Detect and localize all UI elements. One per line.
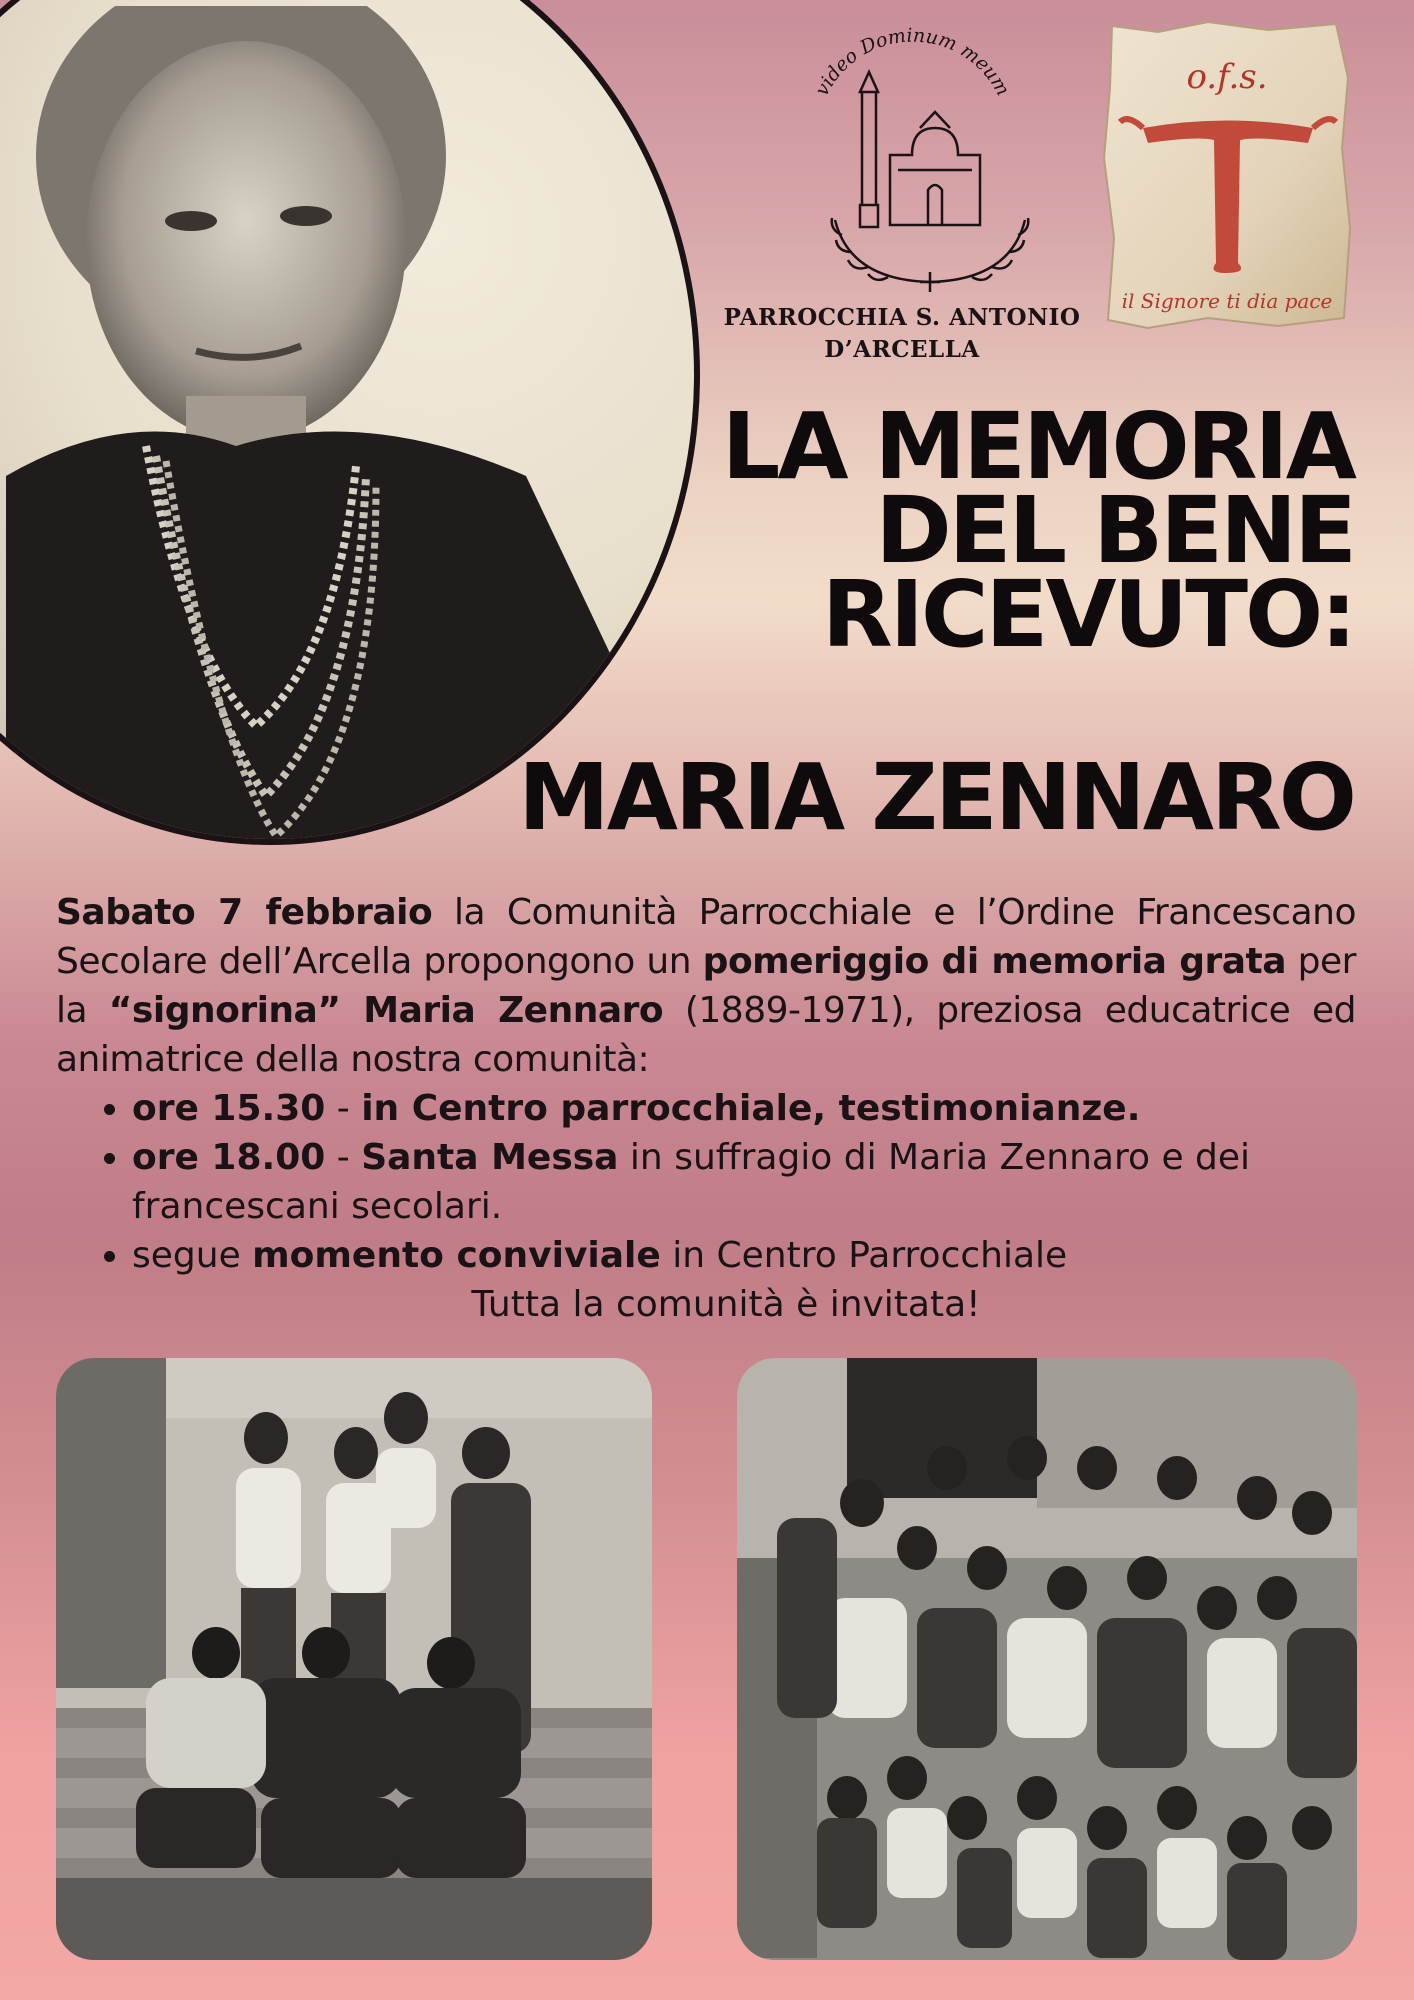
ofs-motto: il Signore ti dia pace — [1121, 289, 1333, 313]
intro-paragraph: Sabato 7 febbraio la Comunità Parrocchiale e l’Ordine Francescano Secolare dell’Arcella propongono un pomeriggio di memoria grata per la “signorina” Maria Zennaro (1889-1971), preziosa educatrice ed animatrice della nostra comunità: — [56, 892, 1356, 1080]
parish-motto: video Dominum meum — [810, 24, 1015, 100]
honoree-name: MARIA ZENNARO — [518, 744, 1354, 851]
portrait-photo — [0, 0, 700, 845]
ofs-initials: o.f.s. — [1186, 57, 1268, 97]
schedule-item: • ore 15.30 - in Centro parrocchiale, testimonianze. — [132, 1084, 1356, 1133]
group-photo-right — [737, 1358, 1357, 1960]
svg-text:video Dominum meum — [811, 24, 1014, 99]
schedule-item: • segue momento conviviale in Centro Parrocchiale — [132, 1231, 1356, 1280]
event-title: LA MEMORIA DEL BENE RICEVUTO: — [721, 393, 1354, 668]
schedule-item: • ore 18.00 - Santa Messa in suffragio di Maria Zennaro e dei francescani secolari. — [132, 1133, 1356, 1231]
schedule-list — [56, 1084, 1356, 1280]
event-description — [56, 888, 1356, 1329]
closing-invitation: Tutta la comunità è invitata! — [471, 1284, 981, 1325]
ofs-logo — [1098, 18, 1356, 338]
group-photo-left — [56, 1358, 652, 1960]
parish-name: PARROCCHIA S. ANTONIO D’ARCELLA — [723, 304, 1081, 363]
